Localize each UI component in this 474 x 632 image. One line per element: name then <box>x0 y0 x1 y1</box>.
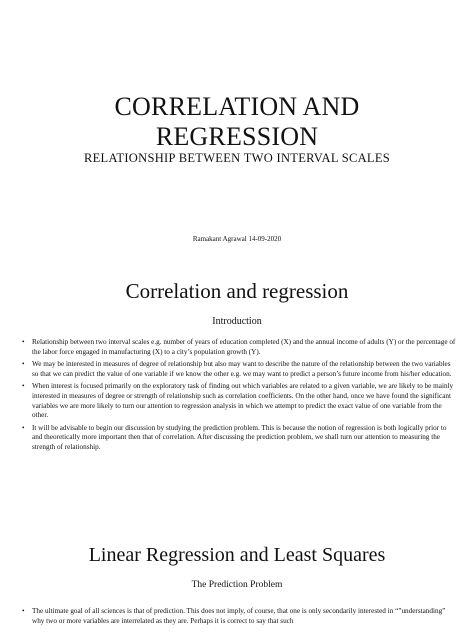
bullet-text: It will be advisable to begin our discussion by studying the prediction problem. This is because the notion of regression is both logically prior to and theoretically more important then that of correlation. After discussing the prediction problem, we shall turn our attention to measuring the strength of relationship. <box>32 423 447 451</box>
bullet-list <box>22 607 456 629</box>
slide-heading: Correlation and regression <box>125 279 349 303</box>
slide-heading: Linear Regression and Least Squares <box>88 544 386 566</box>
slide-subheading: Introduction <box>212 316 262 327</box>
bullet-icon: • <box>22 360 25 369</box>
bullet-item <box>22 382 456 420</box>
bullet-icon: • <box>22 423 25 432</box>
slide-linear-regression <box>0 508 474 632</box>
bullet-icon: • <box>22 607 25 615</box>
author-date: Ramakant Agrawal 14-09-2020 <box>192 235 282 243</box>
presentation-subtitle: RELATIONSHIP BETWEEN TWO INTERVAL SCALES <box>83 151 391 165</box>
title-line-2: REGRESSION <box>155 122 319 151</box>
bullet-icon: • <box>22 382 25 391</box>
bullet-item <box>22 338 456 357</box>
bullet-item <box>22 424 456 453</box>
bullet-list <box>22 338 456 456</box>
bullet-icon: • <box>22 338 25 346</box>
presentation-title <box>0 92 474 152</box>
slide-correlation-regression <box>0 266 474 508</box>
bullet-text: The ultimate goal of all sciences is that of prediction. This does not imply, of course, that one is only secondarily interested in “”understanding” why two or more variables are interrelated as they are. Perhaps it is correct to say that such <box>32 607 446 625</box>
bullet-text: We may be interested in measures of degree of relationship but also may want to describe the nature of the relationship between the two variables so that we can predict the value of one variable if we know the other e.g. we may want to predict a person’s future income from his/her education. <box>32 360 452 378</box>
bullet-item <box>22 607 456 626</box>
slide-subheading: The Prediction Problem <box>191 580 283 590</box>
title-line-1: CORRELATION AND <box>114 92 360 121</box>
bullet-text: When interest is focused primarily on the exploratory task of finding out which variables are related to a given variable, we are likely to be mainly interested in measures of degree or strength of relationship such as correlation coefficients. On the other hand, once we have found the significant variables we are more likely to turn our attention to regression analysis in which we attempt to predict the exact value of one variable from the other. <box>32 382 454 420</box>
slide-title <box>0 0 474 282</box>
bullet-text: Relationship between two interval scales e.g. number of years of education completed (X) and the annual income of adults (Y) or the percentage of the labor force engaged in manufacturing (X) to a city’s population growth (Y). <box>32 338 456 356</box>
bullet-item <box>22 360 456 379</box>
